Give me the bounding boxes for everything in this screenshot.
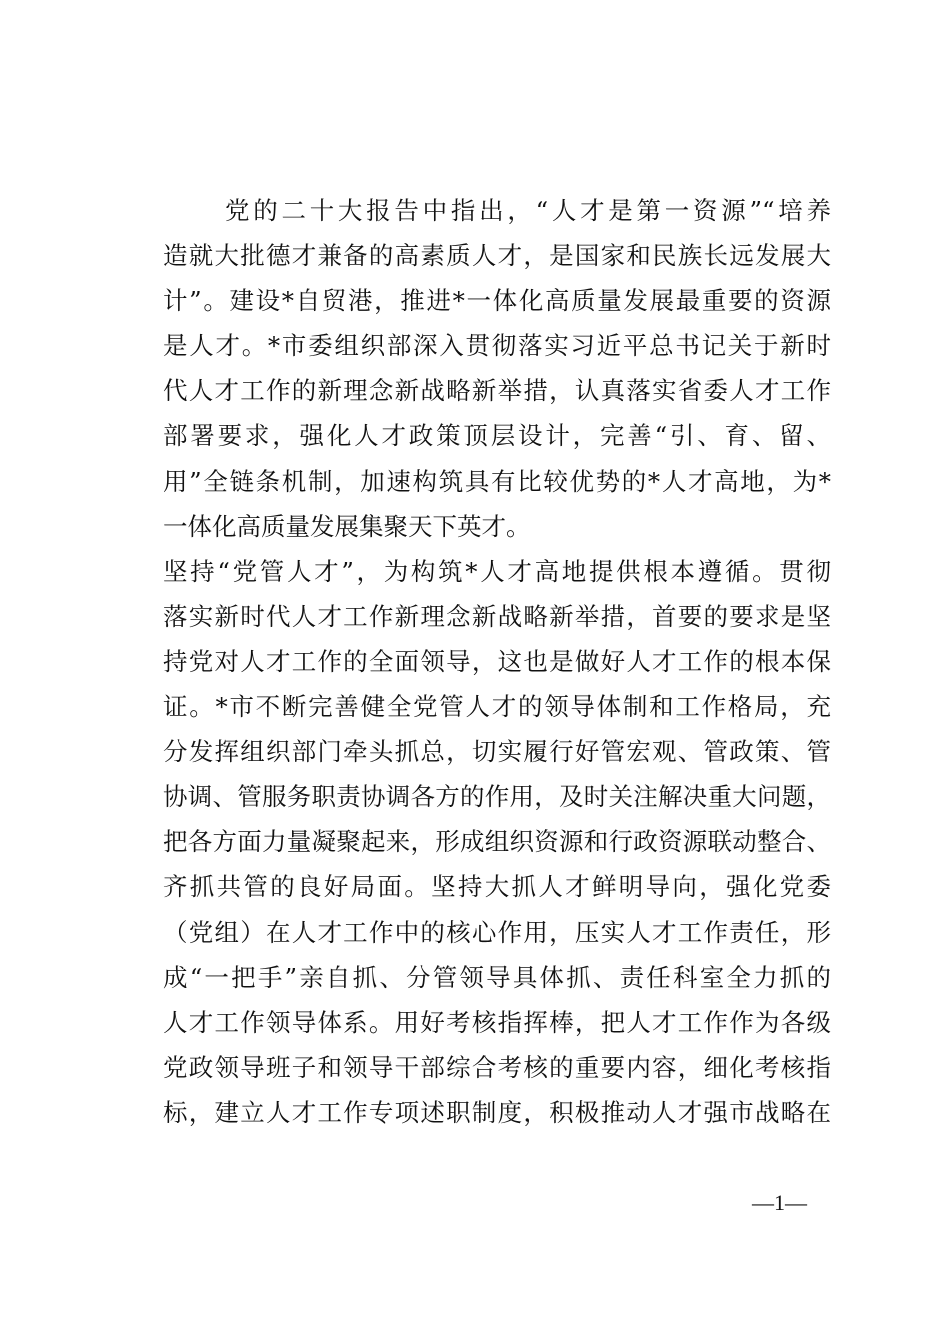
text-line: 落实新时代人才工作新理念新战略新举措，首要的要求是坚 bbox=[163, 601, 831, 631]
text-line: （党组）在人才工作中的核心作用，压实人才工作责任，形 bbox=[163, 917, 831, 947]
text-line: 人才工作领导体系。用好考核指挥棒，把人才工作作为各级 bbox=[163, 1007, 831, 1037]
text-line: 计”。建设*自贸港，推进*一体化高质量发展最重要的资源 bbox=[163, 286, 831, 316]
document-body bbox=[163, 188, 831, 1135]
paragraph-intro bbox=[163, 188, 831, 549]
text-line: 标，建立人才工作专项述职制度，积极推动人才强市战略在 bbox=[163, 1097, 831, 1127]
page-number: —1— bbox=[752, 1190, 807, 1215]
text-line: 党的二十大报告中指出，“人才是第一资源”“培养 bbox=[225, 196, 831, 225]
paragraph-party-leadership bbox=[163, 549, 831, 1135]
text-line: 持党对人才工作的全面领导，这也是做好人才工作的根本保 bbox=[163, 646, 831, 676]
text-line: 一体化高质量发展集聚天下英才。 bbox=[163, 511, 531, 541]
text-line: 是人才。*市委组织部深入贯彻落实习近平总书记关于新时 bbox=[163, 331, 831, 361]
text-line: 党政领导班子和领导干部综合考核的重要内容，细化考核指 bbox=[163, 1052, 831, 1082]
text-line: 把各方面力量凝聚起来，形成组织资源和行政资源联动整合、 bbox=[163, 827, 831, 857]
text-line: 部署要求，强化人才政策顶层设计，完善“引、育、留、 bbox=[163, 421, 831, 451]
text-line: 齐抓共管的良好局面。坚持大抓人才鲜明导向，强化党委 bbox=[163, 872, 831, 902]
text-line: 坚持“党管人才”，为构筑*人才高地提供根本遵循。贯彻 bbox=[163, 556, 831, 586]
text-line: 证。*市不断完善健全党管人才的领导体制和工作格局，充 bbox=[163, 692, 831, 722]
text-line: 协调、管服务职责协调各方的作用，及时关注解决重大问题， bbox=[163, 782, 831, 812]
text-line: 代人才工作的新理念新战略新举措，认真落实省委人才工作 bbox=[163, 376, 831, 406]
text-line: 成“一把手”亲自抓、分管领导具体抓、责任科室全力抓的 bbox=[163, 962, 831, 992]
text-line: 分发挥组织部门牵头抓总，切实履行好管宏观、管政策、管 bbox=[163, 737, 831, 767]
text-line: 用”全链条机制，加速构筑具有比较优势的*人才高地，为* bbox=[163, 466, 831, 496]
text-line: 造就大批德才兼备的高素质人才，是国家和民族长远发展大 bbox=[163, 241, 831, 271]
